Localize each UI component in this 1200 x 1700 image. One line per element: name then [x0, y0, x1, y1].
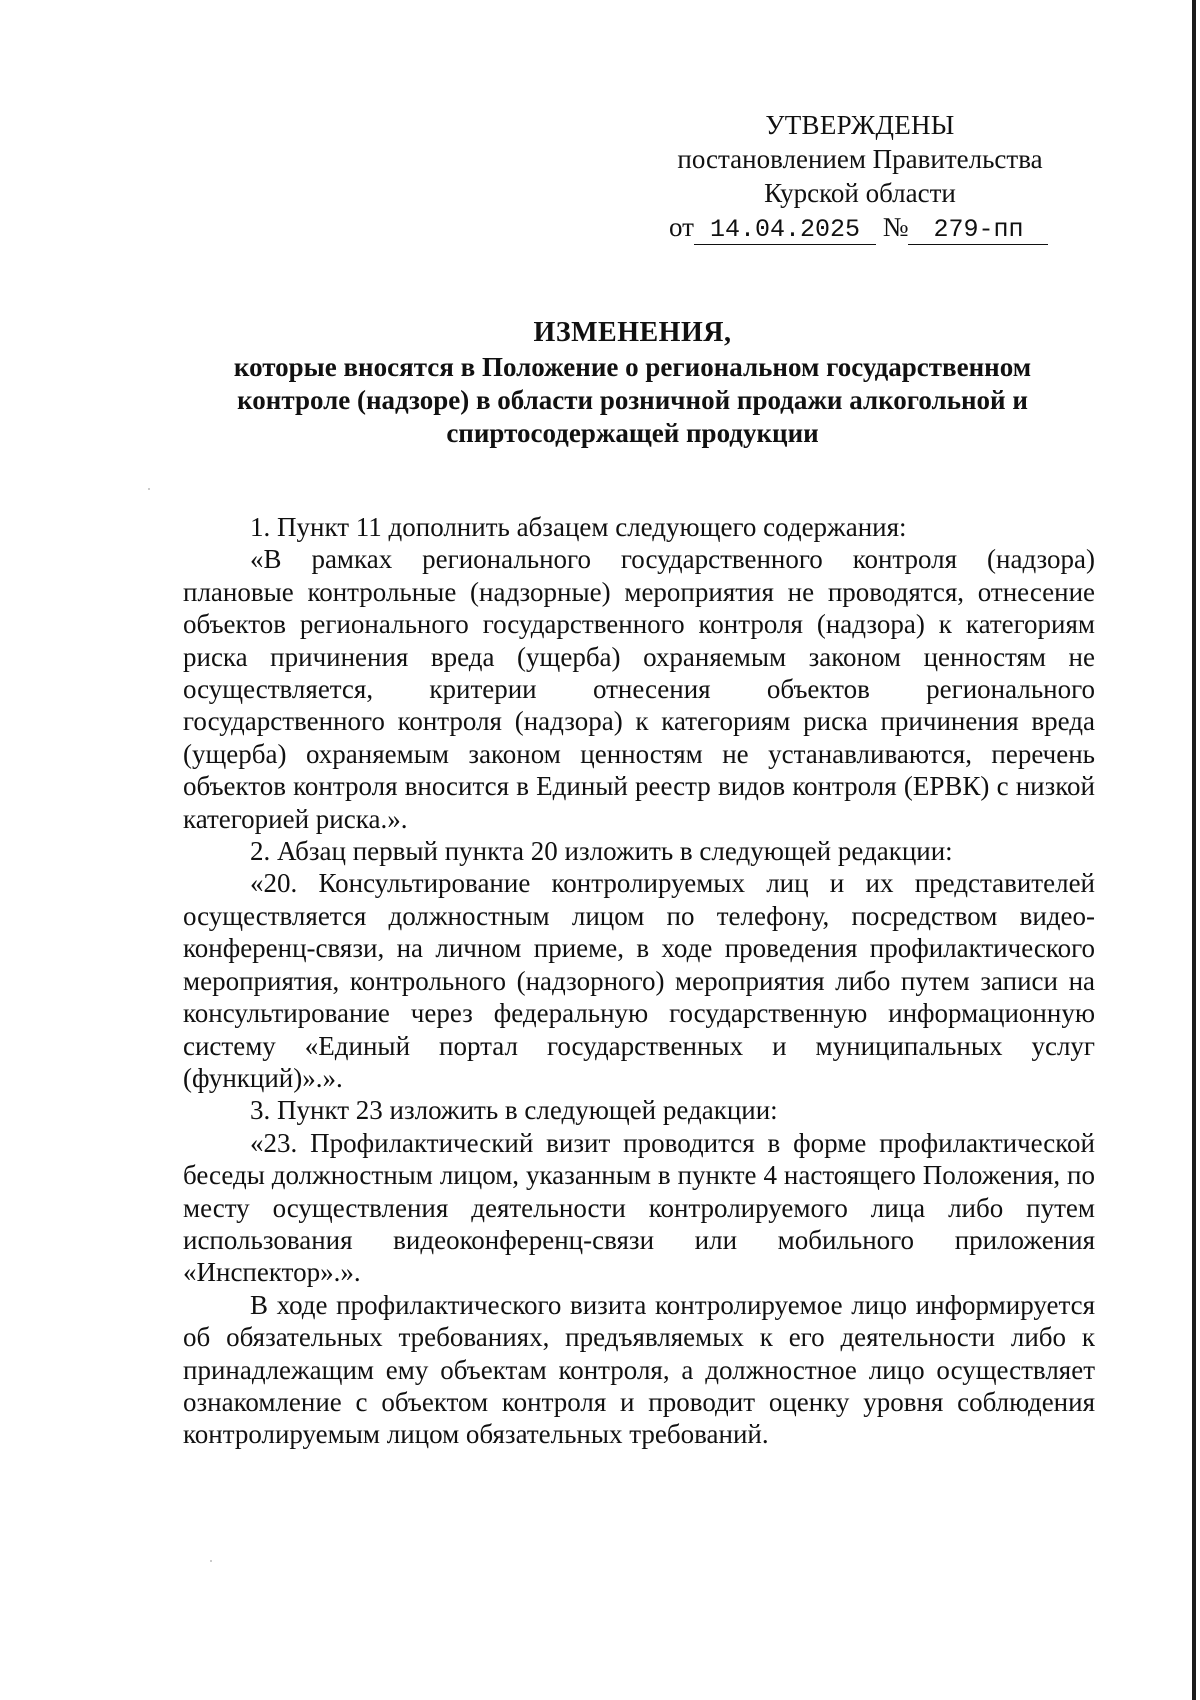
document-title-block — [180, 316, 1085, 450]
paragraph-4: «20. Консультирование контролируемых лиц и их представителей осуществляется должностным лицом по телефону, посредством видео-конференц-связи, на личном приеме, в ходе проведения профилактического мероприятия, контрольного (надзорного) мероприятия либо путем записи на консультирование через федеральную государственную информационную систему «Единый портал государственных и муниципальных услуг (функций)».». — [183, 868, 1095, 1093]
paragraph-3: 2. Абзац первый пункта 20 изложить в следующей редакции: — [250, 836, 953, 867]
approval-line-2: Курской области — [764, 178, 956, 208]
approval-stamp-block — [640, 108, 1080, 245]
scan-edge-line — [1192, 0, 1196, 1700]
approved-heading: УТВЕРЖДЕНЫ — [765, 110, 955, 140]
paragraph-5: 3. Пункт 23 изложить в следующей редакции: — [250, 1095, 778, 1126]
approval-date: 14.04.2025 — [694, 216, 876, 245]
approval-date-line — [640, 210, 1080, 245]
approval-number: 279-пп — [908, 216, 1048, 245]
approval-line-1: постановлением Правительства — [677, 144, 1043, 174]
paragraph-6: «23. Профилактический визит проводится в форме профилактической беседы должностным лицом, указанным в пункте 4 настоящего Положения, по месту осуществления деятельности контролируемого лица либо путем использования видеоконференц-связи или мобильного приложения «Инспектор».». — [183, 1127, 1095, 1288]
number-prefix: № — [882, 212, 909, 242]
document-title: ИЗМЕНЕНИЯ, — [533, 317, 732, 348]
document-subtitle: которые вносятся в Положение о региональном государственном контроле (надзоре) в области розничной продажи алкогольной и спиртосодержащей продукции — [233, 352, 1032, 448]
scan-speck — [210, 1560, 212, 1562]
scan-speck — [148, 488, 150, 490]
paragraph-1: 1. Пункт 11 дополнить абзацем следующего содержания: — [250, 512, 907, 542]
date-prefix: от — [669, 212, 694, 242]
paragraph-7: В ходе профилактического визита контролируемое лицо информируется об обязательных требованиях, предъявляемых к его деятельности либо к принадлежащим ему объектам контроля, а должностное лицо осуществляет ознакомление с объектом контроля и проводит оценку уровня соблюдения контролируемым лицом обязательных требований. — [183, 1289, 1095, 1450]
document-body — [183, 511, 1095, 1451]
paragraph-2: «В рамках регионального государственного контроля (надзора) плановые контрольные (надзорные) мероприятия не проводятся, отнесение объектов регионального государственного контроля (надзора) к категориям риска причинения вреда (ущерба) охраняемым законом ценностям не осуществляется, критерии отнесения объектов регионального государственного контроля (надзора) к категориям риска причинения вреда (ущерба) охраняемым законом ценностям не устанавливаются, перечень объектов контроля вносится в Единый реестр видов контроля (ЕРВК) с низкой категорией риска.». — [183, 544, 1095, 834]
